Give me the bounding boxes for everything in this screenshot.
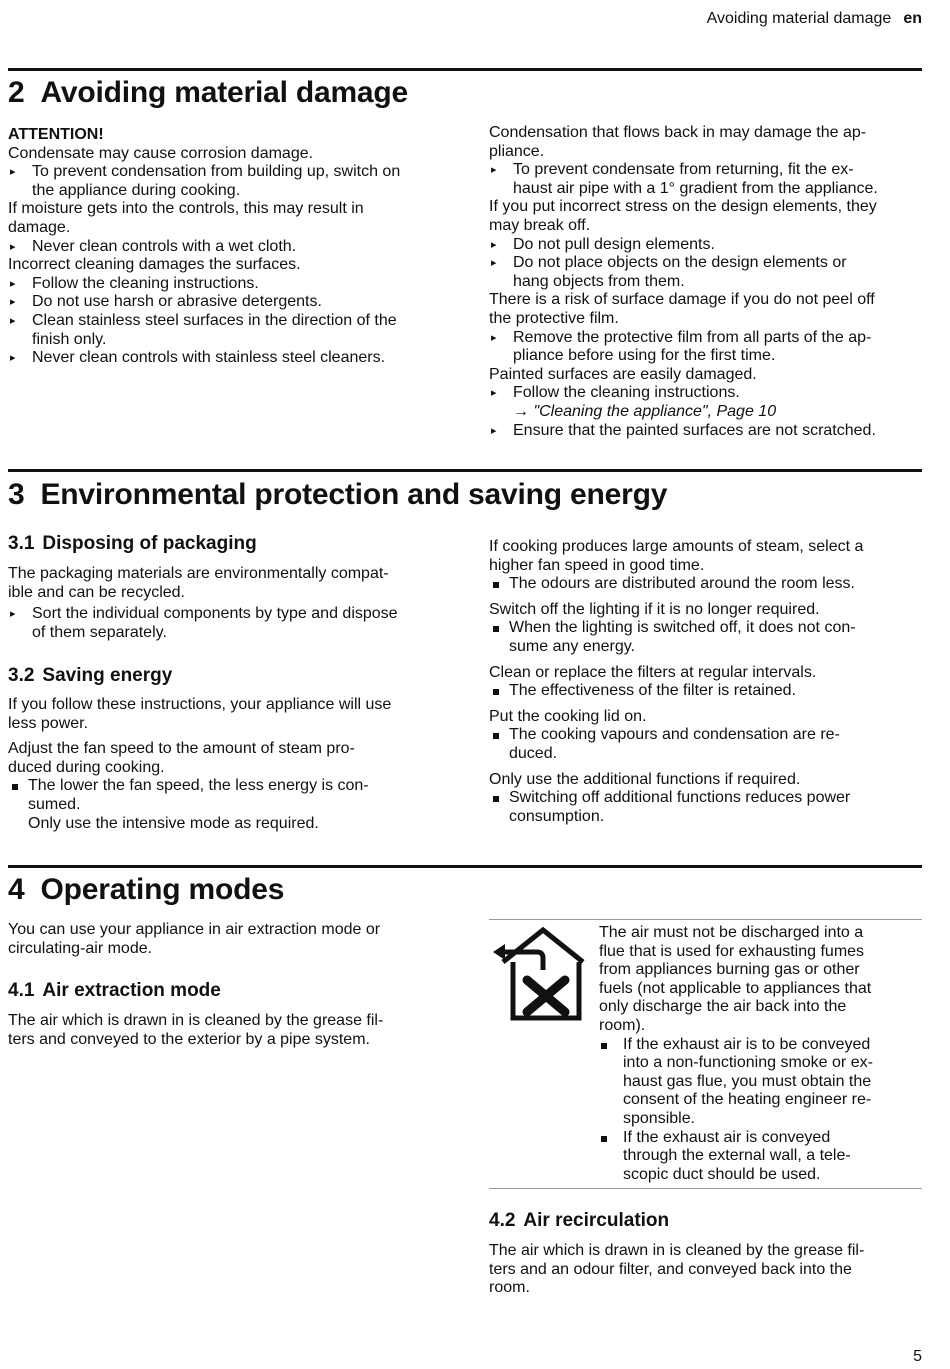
paragraph: The packaging materials are environmentally compat- ible and can be recycled. — [8, 565, 389, 601]
paragraph: If cooking produces large amounts of steam, select a higher fan speed in good time. — [489, 538, 864, 574]
subsection-4-2-heading: 4.2 Air recirculation — [489, 1210, 670, 1231]
instruction-step: ▸ Do not place objects on the design elements or hang objects from them. — [489, 254, 929, 291]
instruction-step: ▸ Ensure that the painted surfaces are not scratched. — [489, 422, 929, 441]
paragraph: The air which is drawn in is cleaned by the grease fil- ters and conveyed to the exterior by a pipe system. — [8, 1012, 384, 1048]
instruction-step: ▸ Sort the individual components by type and dispose of them separately. — [8, 605, 448, 642]
paragraph: The air which is drawn in is cleaned by the grease fil- ters and an odour filter, and conveyed back into the room. — [489, 1242, 865, 1297]
instruction-step: ▸ Remove the protective film from all parts of the ap- pliance before using for the first time. — [489, 329, 929, 366]
paragraph: Switch off the lighting if it is no longer required. — [489, 600, 820, 618]
instruction-step: ▸ Clean stainless steel surfaces in the direction of the finish only. — [8, 312, 448, 349]
no-flue-exhaust-icon — [491, 922, 591, 1022]
paragraph: Put the cooking lid on. — [489, 707, 647, 725]
instruction-step: ▸ Never clean controls with a wet cloth. — [8, 238, 448, 257]
subsection-4-1-body — [8, 1012, 448, 1049]
subsection-3-2-heading: 3.2 Saving energy — [8, 665, 173, 686]
cause-text: If moisture gets into the controls, this may result in damage. — [8, 200, 364, 236]
section-4-heading: 4 Operating modes — [8, 873, 285, 906]
running-header — [707, 10, 922, 28]
instruction-step: ▸ Follow the cleaning instructions. — [489, 384, 929, 403]
paragraph: Only use the additional functions if required. — [489, 770, 801, 788]
cause-text: Condensate may cause corrosion damage. — [8, 144, 314, 162]
instruction-step: ▸ Never clean controls with stainless steel cleaners. — [8, 349, 448, 368]
cause-text: Condensation that flows back in may damage the ap- pliance. — [489, 124, 867, 160]
cross-reference-link[interactable]: → "Cleaning the appliance", Page 10 — [513, 402, 777, 420]
subsection-4-1-heading: 4.1 Air extraction mode — [8, 980, 221, 1001]
running-header-title: Avoiding material damage — [706, 10, 892, 27]
section-rule — [8, 865, 922, 868]
cause-text: There is a risk of surface damage if you do not peel off the protective film. — [489, 291, 875, 327]
attention-label: ATTENTION! — [8, 126, 104, 143]
result-item: When the lighting is switched off, it does not con- sume any energy. — [489, 619, 929, 656]
cause-text: Incorrect cleaning damages the surfaces. — [8, 256, 301, 274]
page-number: 5 — [913, 1348, 922, 1365]
warning-text: The air must not be discharged into a flue that is used for exhausting fumes from appliances burning gas or other fuels (not applicable to appliances that only discharge the air back into the room). If the exhaust air is to be conveyed into a non-functioning smoke or ex- haust gas flue, you must obtain the consent of the heating engineer re- sponsible. If the exhaust air is conveyed through the external wall, a tele- scopic duct should be used. — [599, 924, 919, 1184]
instruction-step: ▸ To prevent condensate from returning, fit the ex- haust air pipe with a 1° gradient from the appliance. — [489, 161, 929, 198]
result-item: The effectiveness of the filter is retained. — [489, 682, 929, 701]
paragraph: Adjust the fan speed to the amount of steam pro- duced during cooking. — [8, 740, 355, 776]
result-item: The cooking vapours and condensation are re- duced. — [489, 726, 929, 763]
section-2-heading: 2 Avoiding material damage — [8, 76, 409, 109]
warning-bullet: If the exhaust air is to be conveyed into a non-functioning smoke or ex- haust gas flue, you must obtain the consent of the heating engineer re- sponsible. — [599, 1036, 919, 1129]
section-2-left-column — [8, 126, 448, 368]
result-item: Switching off additional functions reduces power consumption. — [489, 789, 929, 826]
paragraph: Clean or replace the filters at regular intervals. — [489, 663, 817, 681]
language-code: en — [903, 10, 922, 27]
cause-text: If you put incorrect stress on the design elements, they may break off. — [489, 198, 877, 234]
result-item: The lower the fan speed, the less energy is con- sumed. Only use the intensive mode as required. — [8, 777, 448, 833]
paragraph: You can use your appliance in air extraction mode or circulating-air mode. — [8, 921, 381, 957]
flue-warning-box — [489, 919, 922, 1189]
result-item: The odours are distributed around the room less. — [489, 575, 929, 594]
subsection-3-2-body — [8, 696, 448, 833]
section-3-heading: 3 Environmental protection and saving energy — [8, 478, 668, 511]
section-rule — [8, 68, 922, 71]
warning-bullet: If the exhaust air is conveyed through the external wall, a tele- scopic duct should be used. — [599, 1129, 919, 1185]
section-4-intro — [8, 921, 448, 958]
paragraph: If you follow these instructions, your appliance will use less power. — [8, 696, 392, 732]
subsection-4-2-body — [489, 1242, 929, 1298]
instruction-step: ▸ To prevent condensation from building up, switch on the appliance during cooking. — [8, 163, 448, 200]
section-rule — [8, 469, 922, 472]
instruction-step: ▸ Follow the cleaning instructions. — [8, 275, 448, 294]
section-2-right-column — [489, 124, 929, 440]
cause-text: Painted surfaces are easily damaged. — [489, 365, 757, 383]
section-3-right-column — [489, 538, 929, 826]
subsection-3-1-body — [8, 565, 448, 642]
instruction-step: ▸ Do not use harsh or abrasive detergents. — [8, 293, 448, 312]
subsection-3-1-heading: 3.1 Disposing of packaging — [8, 533, 257, 554]
instruction-step: ▸ Do not pull design elements. — [489, 236, 929, 255]
